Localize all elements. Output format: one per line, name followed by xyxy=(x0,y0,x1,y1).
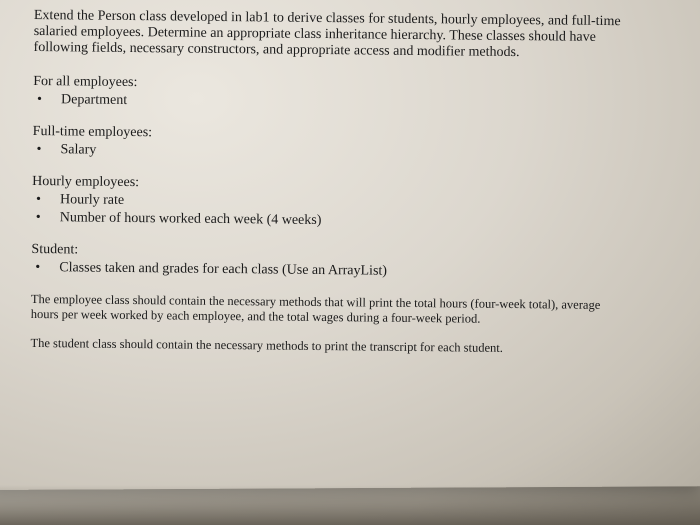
section-all-employees xyxy=(33,74,633,114)
table-shadow xyxy=(0,485,700,525)
list-item-text: Department xyxy=(60,92,128,108)
employee-methods-paragraph: The employee class should contain the necessary methods that will print the total hours (four-week total), average hours per week worked by each employee, and the total wages during a four-week period. xyxy=(30,291,601,326)
list-item-text: Classes taken and grades for each class (Use an ArrayList) xyxy=(59,260,388,279)
bullet-icon: • xyxy=(36,92,43,108)
section-full-time-employees xyxy=(32,124,632,164)
section-heading: For all employees: xyxy=(33,73,138,91)
bullet-icon: • xyxy=(35,210,41,226)
section-hourly-employees xyxy=(32,174,633,232)
student-methods-paragraph: The student class should contain the necessary methods to print the transcript for each student. xyxy=(30,335,503,355)
section-student xyxy=(31,242,631,282)
section-heading: Hourly employees: xyxy=(32,173,140,191)
section-heading: Full-time employees: xyxy=(32,123,153,141)
list-item-text: Salary xyxy=(60,142,97,158)
bullet-icon: • xyxy=(35,192,41,208)
bullet-icon: • xyxy=(36,142,42,158)
bullet-icon: • xyxy=(35,260,41,276)
list-item-text: Hourly rate xyxy=(59,192,125,208)
field-list xyxy=(32,192,632,232)
intro-paragraph: Extend the Person class developed in lab1 to derive classes for students, hourly employees, and full-time salaried employees. Determine an appropriate class inheritance hierarchy. These classes should have following fields, necessary constructors, and appropriate access and modifier methods. xyxy=(33,8,621,61)
section-heading: Student: xyxy=(31,241,79,258)
assignment-text xyxy=(30,8,634,371)
list-item-text: Number of hours worked each week (4 weeks) xyxy=(59,210,322,229)
